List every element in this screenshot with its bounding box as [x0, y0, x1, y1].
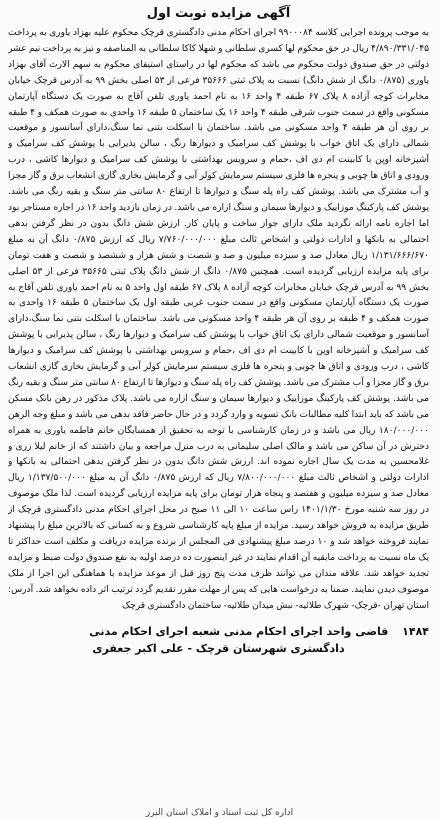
signature-line-2: دادگستری شهرستان قرچک - علی اکبر جعفری [92, 641, 345, 655]
notice-body: به موجب پرونده اجرایی کلاسه ۹۹۰۰۰۸۴ اجرای احکام مدنی دادگستری قرچک محکوم علیه بهزاد یاوری به پرداخت ۴/۸۹۰/۳۳۱/۰۴۵ ریال در حق محکوم لها کسری سلطانی و شهلا کاکا سلطانی به المناصفه و نیز به پرداخت نیم عشر دولتی در حق صندوق دولت محکوم می باشد که محکوم لها در راستای استیفای محکوم به سهم الارث آقای بهزاد یاوری (۰/۸۷۵ دانگ از شش دانگ) نسبت به پلاک ثبتی ۳۵۶۶۶ فرعی از ۵۳ اصلی بخش ۹۹ به آدرس قرچک خیابان مخابرات کوچه آزاده ۸ پلاک ۶۷ طبقه ۴ واحد ۱۶ به نام احمد یاوری تلفن آقاج به صورت یک دستگاه آپارتمان مسکونی واقع در سمت جنوب شرقی طبقه ۴ واحد ۱۶ یک ساختمان ۵ طبقه ۱۶ واحدی به صورت همکف و ۴ طبقه بر روی آن هر طبقه ۴ واحد مسکونی می باشد. ساختمان با اسکلت بتنی نما سنگ،دارای آسانسور و موقعیت شمالی دارای یک اتاق خواب با پوشش کف سرامیک و دیوارها رنگ ، سالن پذیرایی با پوشش کف سرامیک و آشپزخانه اوپن با کابینت ام دی اف ،حمام و سرویس بهداشتی با پوشش کف سرامیک و دیوارها کاشی ، درب ورودی و اتاق ها چوبی و پنجره ها فلزی سیستم سرمایش کولر آبی و گرمایش بخاری گازی انشعاب برق و گاز مجزا و آب مشترک می باشد. پوشش کف راه پله سنگ و دیوارها تا ارتفاع ۸۰ سانتی متر سنگ و بقیه رنگ می باشد. پوشش کف پارکینگ موزاییک و دیوارها سیمان و سنگ ازاره می باشد. در زمان بازدید واحد ۱۶ در اجاره مستاجر بود اما اجاره نامه ارائه نگردید ملک دارای جواز ساخت و پایان کار. ارزش شش دانگ بدون در نظر گرفتن بدهی احتمالی به بانکها و ادارات دولتی و اشخاص ثالث مبلغ ۷/۷۶۰/۰۰۰/۰۰۰ ریال که ارزش ۰/۸۷۵ دانگ آن به مبلغ ۱/۱۳۱/۶۶۶/۶۷۰ ریال معادل صد و سیزده میلیون و صد و شصت و شش هزار و ششصد و شصت و هفت تومان برای پایه مزایده ارزیابی گردیده است. همچنین ۰/۸۷۵ دانگ از شش دانگ پلاک ثبتی ۳۵۶۶۵ فرعی از ۵۳ اصلی بخش ۹۹ به آدرس قرچک خیابان مخابرات کوچه آزاده ۸ پلاک ۶۷ طبقه اول واحد ۵ به نام احمد یاوری تلفن آقاج به صورت یک دستگاه آپارتمان مسکونی واقع در سمت جنوب غربی طبقه اول یک ساختمان ۵ طبقه ۱۶ واحدی به صورت همکف و ۴ طبقه بر روی آن هر طبقه ۴ واحد مسکونی می باشد. ساختمان با اسکلت بتنی نما سنگ،دارای آسانسور و موقعیت شمالی دارای یک اتاق خواب با پوشش کف سرامیک و دیوارها رنگ ، سالن پذیرایی با پوشش کف سرامیک و آشپزخانه اوپن با کابینت ام دی اف ،حمام و سرویس بهداشتی با پوشش کف سرامیک و دیوارها کاشی ، درب ورودی و اتاق ها چوبی و پنجره ها فلزی سیستم سرمایش کولر آبی و گرمایش بخاری گازی انشعاب برق و گاز مجزا و آب مشترک می باشد. پوشش کف راه پله سنگ و دیوارها تا ارتفاع ۸۰ سانتی متر سنگ و بقیه رنگ می باشد. پوشش کف پارکینگ موزاییک و دیوارها سیمان و سنگ ازاره می باشد. پلاک مذکور در رهن بانک مسکن می باشد که باید ابتدا کلیه مطالبات بانک تسویه و وارد گردد و در حال حاضر فاقد بدهی می باشد و مبلغ وجه الرهن ۱۸۰/۰۰۰/۰۰۰ ریال می باشد و در زمان کارشناسی با توجه به تحقیق از همسایگان خانم فاطمه یاوری به همراه دخترش در آن ساکن می باشد و مالک اصلی سلیمانی به درب منزل مراجعه و بیان داشتند که از خانم لیلا زری و غلامحسین به مدت یک سال اجاره نموده اند. ارزش شش دانگ بدون در نظر گرفتن بدهی احتمالی به بانکها و ادارات دولتی و اشخاص ثالث مبلغ ۷/۸۰۰/۰۰۰/۰۰۰ ریال که ارزش ۰/۸۷۵ دانگ آن به مبلغ ۱/۱۳۷/۵۰۰/۰۰۰ ریال معادل صد و سیزده میلیون و هفتصد و پنجاه هزار تومان برای پایه مزایده ارزیابی گردیده است. لذا ملک موصوف در روز سه شنبه مورخ ۱۴۰۱/۱/۳۰ راس ساعت ۱۰ الی ۱۱ صبح در محل اجرای احکام مدنی دادگستری قرچک از طریق مزایده به فروش خواهد رسید. مزایده از مبلغ پایه کارشناسی شروع و به کسانی که بالاترین مبلغ را پیشنهاد نمایند فروخته خواهد شد و ۱۰ درصد مبلغ پیشنهادی فی المجلس از برنده مزایده دریافت و مکلف است حداکثر تا یک ماه نسبت به پرداخت مابقیه آن اقدام نمایند در غیر اینصورت ده درصد اولیه به نفع صندوق دولت ضبط و مزایده تجدید خواهد شد. علاقه مندان می توانند ظرف مدت پنج روز قبل از موعد مزایده با هماهنگی این اجرا از ملک موصوف دیدن نمایند. ضمنا به درخواست هایی که پس از مهلت مقرر تقدیم گردد ترتیب اثر داده نخواهد شد. آدرس: استان تهران -قرچک- شهرک طلائیه- نبش میدان طلائیه- ساختمان دادگستری قرچک [8, 28, 429, 611]
signature-line-1 [8, 623, 429, 640]
signature-block [8, 623, 429, 657]
signature-title: قاضی واحد اجرای احکام مدنی شعبه اجرای احکام مدنی [89, 624, 389, 638]
notice-title: آگهی مزایده نوبت اول [146, 6, 291, 21]
signature-number: ۱۴۸۴ [402, 624, 429, 638]
next-notice-header-cut: اداره کل ثبت اسناد و املاک استان البرز [145, 808, 294, 818]
